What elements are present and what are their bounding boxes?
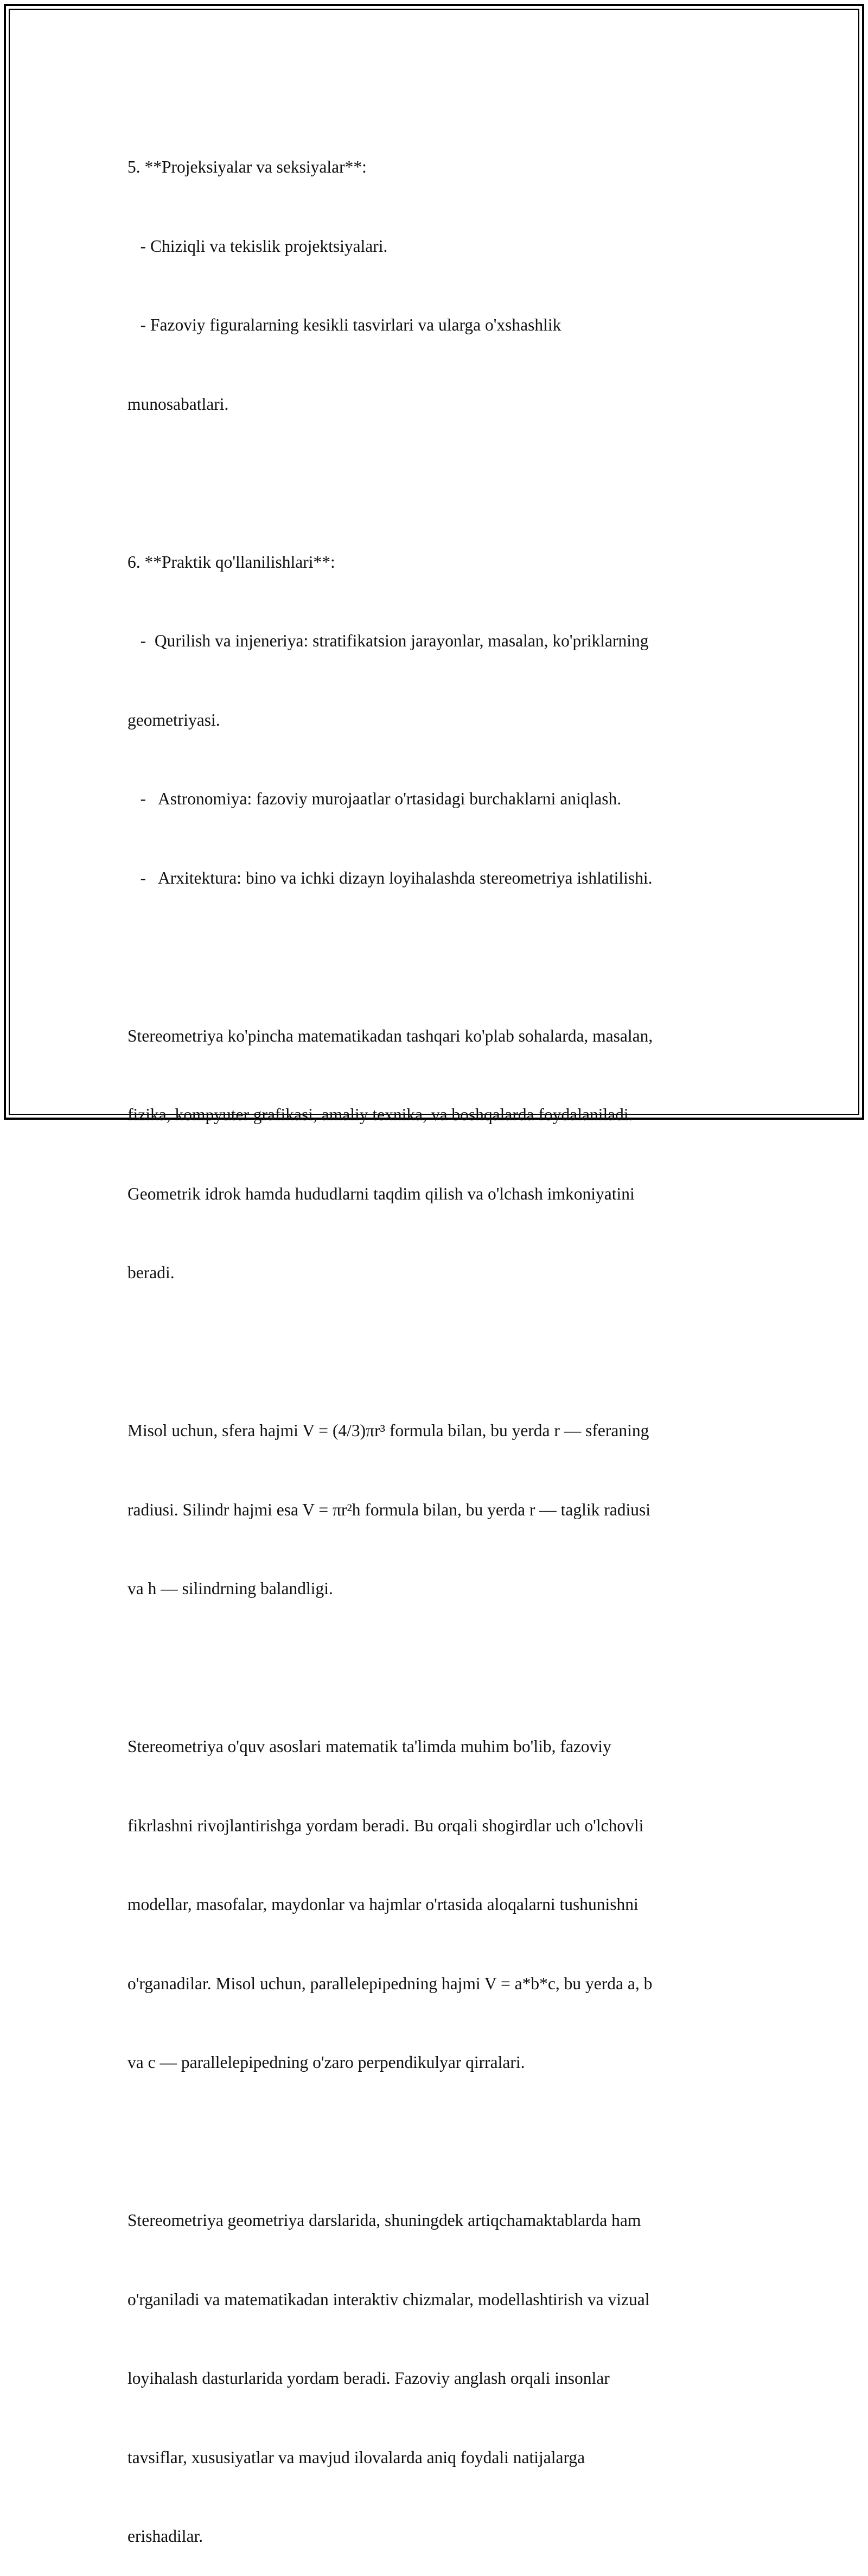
- text-line: fizika, kompyuter grafikasi, amaliy texnika, va boshqalarda foydalaniladi.: [127, 1105, 633, 1124]
- text-line: modellar, masofalar, maydonlar va hajmlar o'rtasida aloqalarni tushunishni: [127, 1895, 639, 1914]
- text-line: - Qurilish va injeneriya: stratifikatsion jarayonlar, masalan, ko'priklarning: [127, 631, 649, 650]
- text-line: o'rganiladi va matematikadan interaktiv chizmalar, modellashtirish va vizual: [127, 2289, 650, 2309]
- text-line: Stereometriya ko'pincha matematikadan tashqari ko'plab sohalarda, masalan,: [127, 1026, 653, 1045]
- text-line: erishadilar.: [127, 2527, 203, 2546]
- text-line: tavsiflar, xususiyatlar va mavjud ilovalarda aniq foydali natijalarga: [127, 2447, 585, 2467]
- text-line: Geometrik idrok hamda hududlarni taqdim qilish va o'lchash imkoniyatini: [127, 1184, 635, 1203]
- blank-line: [127, 944, 751, 970]
- text-line: munosabatlari.: [127, 394, 229, 414]
- document-body: [127, 101, 751, 2576]
- text-line: beradi.: [127, 1263, 175, 1282]
- text-line: - Chiziqli va tekislik projektsiyalari.: [127, 236, 388, 256]
- text-line: va c — parallelepipedning o'zaro perpendikulyar qirralari.: [127, 2053, 525, 2072]
- text-line: fikrlashni rivojlantirishga yordam beradi. Bu orqali shogirdlar uch o'lchovli: [127, 1816, 644, 1835]
- text-line: 5. **Projeksiyalar va seksiyalar**:: [127, 157, 367, 176]
- text-line: 6. **Praktik qo'llanilishlari**:: [127, 552, 335, 572]
- text-line: geometriyasi.: [127, 710, 220, 729]
- text-line: - Astronomiya: fazoviy murojaatlar o'rtasidagi burchaklarni aniqlash.: [127, 789, 622, 808]
- blank-line: [127, 470, 751, 497]
- blank-line: [127, 1339, 751, 1366]
- blank-line: [127, 2129, 751, 2155]
- text-line: radiusi. Silindr hajmi esa V = πr²h formula bilan, bu yerda r — taglik radiusi: [127, 1500, 651, 1519]
- text-line: - Arxitektura: bino va ichki dizayn loyihalashda stereometriya ishlatilishi.: [127, 868, 653, 887]
- text-line: - Fazoviy figuralarning kesikli tasvirlari va ularga o'xshashlik: [127, 315, 561, 334]
- text-line: va h — silindrning balandligi.: [127, 1579, 333, 1598]
- text-line: Misol uchun, sfera hajmi V = (4/3)πr³ formula bilan, bu yerda r — sferaning: [127, 1421, 649, 1440]
- text-line: o'rganadilar. Misol uchun, parallelepipedning hajmi V = a*b*c, bu yerda a, b: [127, 1974, 653, 1993]
- text-line: Stereometriya o'quv asoslari matematik ta'limda muhim bo'lib, fazoviy: [127, 1737, 611, 1756]
- text-line: loyihalash dasturlarida yordam beradi. Fazoviy anglash orqali insonlar: [127, 2369, 610, 2388]
- blank-line: [127, 1655, 751, 1682]
- text-line: Stereometriya geometriya darslarida, shuningdek artiqchamaktablarda ham: [127, 2211, 641, 2230]
